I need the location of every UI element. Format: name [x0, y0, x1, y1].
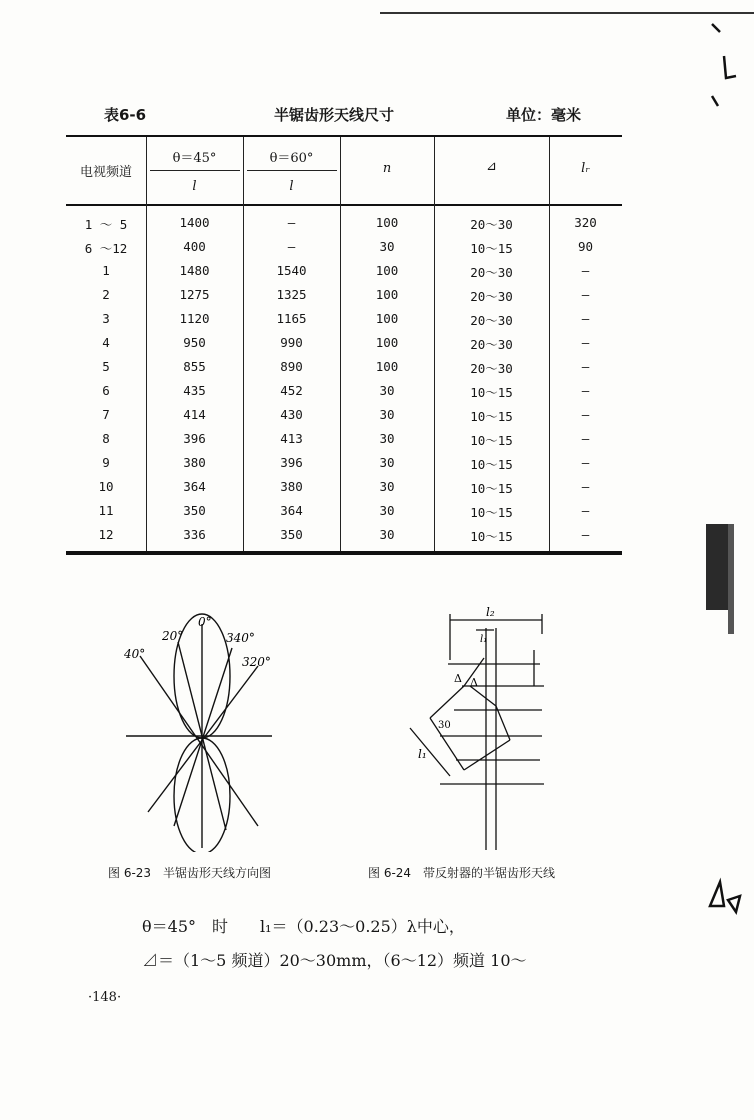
label-l1-top: l₁ [480, 634, 488, 645]
table-title: 半锯齿形天线尺寸 [274, 106, 395, 124]
cell-delta: 10～15 [470, 241, 513, 256]
cell-n: 30 [379, 503, 395, 518]
table-bottom-rule [66, 551, 622, 555]
cell-lr: — [581, 527, 590, 542]
cell-n: 100 [375, 215, 399, 230]
angle-label: 0° [198, 615, 212, 629]
angle-label: 340° [226, 631, 255, 645]
cell-l-60: — [287, 239, 296, 254]
dipole-arm [470, 686, 496, 706]
top-rule [380, 12, 754, 14]
cell-lr: 90 [577, 239, 594, 254]
cell-l-45: 855 [183, 359, 206, 374]
cell-n: 30 [379, 479, 395, 494]
cell-delta: 20～30 [470, 337, 513, 352]
page-number: ·148· [88, 990, 122, 1005]
cell-l-60: 380 [280, 479, 303, 494]
cell-lr: — [581, 455, 590, 470]
formula-l1: θ＝45° 时 l₁＝（0.23～0.25）λ中心， [142, 917, 465, 936]
margin-edge-tab [706, 524, 728, 610]
dimension-table [66, 135, 622, 557]
margin-edge-strip [728, 524, 734, 634]
cell-l-60: 413 [280, 431, 303, 446]
table-unit: 单位：毫米 [506, 106, 582, 124]
cell-l-60: 1540 [276, 263, 307, 278]
cell-channel: 6 ～12 [84, 241, 128, 256]
header-delta: ⊿ [486, 159, 497, 174]
cell-l-60: — [287, 215, 296, 230]
table-header-rule [66, 204, 622, 206]
figure-6-24-caption: 图 6-24 带反射器的半锯齿形天线 [368, 866, 556, 880]
cell-channel: 5 [102, 359, 110, 374]
figure-6-23-caption: 图 6-23 半锯齿形天线方向图 [108, 866, 272, 880]
cell-l-45: 950 [183, 335, 206, 350]
label-delta: Δ [454, 672, 462, 685]
cell-l-45: 400 [183, 239, 206, 254]
cell-n: 30 [379, 527, 395, 542]
cell-l-60: 990 [280, 335, 303, 350]
figure-6-24-antenna-with-reflector [400, 600, 560, 850]
cell-lr: — [581, 407, 590, 422]
cell-n: 30 [379, 239, 395, 254]
cell-channel: 6 [102, 383, 110, 398]
dipole-arm [464, 740, 510, 770]
cell-l-45: 364 [183, 479, 206, 494]
cell-channel: 12 [98, 527, 114, 542]
cell-l-60: 350 [280, 527, 303, 542]
cell-l-60: 452 [280, 383, 303, 398]
header-theta-45: θ＝45° [172, 151, 217, 166]
cell-delta: 10～15 [470, 529, 513, 544]
header-channel: 电视频道 [79, 165, 132, 180]
cell-lr: — [581, 503, 590, 518]
cell-n: 100 [375, 335, 399, 350]
cell-l-60: 364 [280, 503, 303, 518]
angle-label: 20° [162, 629, 184, 643]
cell-l-45: 1400 [179, 215, 210, 230]
cell-n: 100 [375, 263, 399, 278]
cell-channel: 2 [102, 287, 110, 302]
cell-lr: — [581, 431, 590, 446]
cell-lr: — [581, 287, 590, 302]
cell-lr: — [581, 311, 590, 326]
axis-340-deg [174, 648, 232, 826]
header-l-45: l [192, 179, 197, 194]
cell-delta: 10～15 [470, 433, 513, 448]
cell-n: 30 [379, 383, 395, 398]
subheader-rule [247, 170, 337, 171]
angle-label: 320° [242, 655, 271, 669]
cell-l-45: 396 [183, 431, 206, 446]
cell-channel: 11 [98, 503, 114, 518]
label-delta: Δ [470, 676, 478, 689]
cell-l-45: 435 [183, 383, 206, 398]
cell-channel: 8 [102, 431, 110, 446]
cell-l-45: 414 [183, 407, 206, 422]
cell-delta: 10～15 [470, 481, 513, 496]
table-top-rule [66, 135, 622, 137]
cell-delta: 10～15 [470, 409, 513, 424]
label-l1: l₁ [418, 747, 427, 761]
cell-l-60: 890 [280, 359, 303, 374]
cell-lr: — [581, 263, 590, 278]
cell-lr: — [581, 359, 590, 374]
cell-delta: 20～30 [470, 217, 513, 232]
dipole-arm [496, 706, 510, 740]
cell-n: 100 [375, 287, 399, 302]
cell-lr: 320 [574, 215, 597, 230]
label-angle-30: 30 [438, 720, 451, 731]
cell-l-60: 1165 [276, 311, 307, 326]
header-theta-60: θ＝60° [269, 151, 314, 166]
cell-l-45: 350 [183, 503, 206, 518]
table-number: 表6-6 [104, 106, 147, 124]
cell-delta: 10～15 [470, 385, 513, 400]
cell-delta: 20～30 [470, 289, 513, 304]
cell-n: 100 [375, 359, 399, 374]
dimension-line-l1 [410, 728, 450, 776]
cell-l-45: 336 [183, 527, 206, 542]
margin-scan-mark [702, 876, 746, 920]
cell-lr: — [581, 383, 590, 398]
cell-channel: 7 [102, 407, 110, 422]
cell-delta: 10～15 [470, 505, 513, 520]
cell-l-45: 1120 [179, 311, 210, 326]
cell-channel: 1 ～ 5 [84, 217, 128, 232]
angle-label: 40° [124, 647, 146, 661]
cell-channel: 1 [102, 263, 110, 278]
cell-channel: 4 [102, 335, 110, 350]
cell-n: 100 [375, 311, 399, 326]
cell-l-60: 396 [280, 455, 303, 470]
header-n: n [382, 161, 392, 176]
cell-delta: 20～30 [470, 313, 513, 328]
cell-delta: 20～30 [470, 361, 513, 376]
figure-6-23-radiation-pattern [118, 612, 278, 852]
cell-delta: 20～30 [470, 265, 513, 280]
cell-l-60: 430 [280, 407, 303, 422]
cell-l-45: 1480 [179, 263, 210, 278]
cell-channel: 10 [98, 479, 114, 494]
cell-delta: 10～15 [470, 457, 513, 472]
formula-delta: ⊿＝（1～5 频道）20～30mm，（6～12）频道 10～ [142, 951, 527, 970]
cell-lr: — [581, 335, 590, 350]
cell-n: 30 [379, 431, 395, 446]
axis-40-deg [140, 656, 258, 826]
header-lr: lᵣ [581, 161, 590, 176]
cell-channel: 3 [102, 311, 110, 326]
cell-l-45: 380 [183, 455, 206, 470]
label-l2: l₂ [486, 605, 495, 619]
header-l-60: l [289, 179, 294, 194]
cell-l-45: 1275 [179, 287, 210, 302]
subheader-rule [150, 170, 240, 171]
margin-scan-mark [706, 20, 742, 110]
axis-320-deg [148, 666, 258, 812]
cell-channel: 9 [102, 455, 110, 470]
cell-n: 30 [379, 407, 395, 422]
cell-lr: — [581, 479, 590, 494]
cell-l-60: 1325 [276, 287, 307, 302]
dipole-arm [430, 686, 464, 718]
cell-n: 30 [379, 455, 395, 470]
